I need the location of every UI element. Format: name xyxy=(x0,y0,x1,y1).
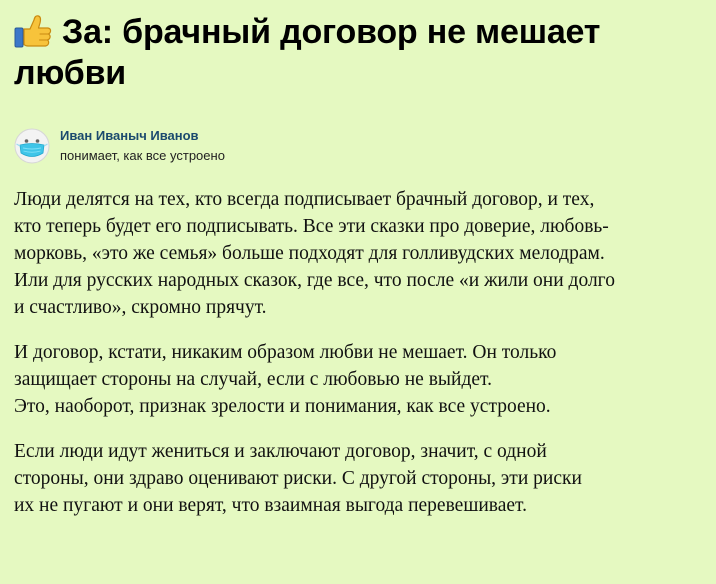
article-body xyxy=(14,186,704,537)
paragraph-line: И договор, кстати, никаким образом любви не мешает. Он только xyxy=(14,342,557,363)
article-title xyxy=(14,12,654,94)
paragraph-line: морковь, «это же семья» больше подходят для голливудских мелодрам. xyxy=(14,243,605,264)
paragraph-line: кто теперь будет его подписывать. Все эти сказки про доверие, любовь- xyxy=(14,216,609,237)
avatar[interactable] xyxy=(14,128,50,164)
author-text xyxy=(60,128,225,165)
author-name-link[interactable]: Иван Иваныч Иванов xyxy=(60,127,199,143)
author-description: понимает, как все устроено xyxy=(60,147,225,163)
author-block xyxy=(14,127,225,165)
paragraph-line: стороны, они здраво оценивают риски. С другой стороны, эти риски xyxy=(14,468,582,489)
paragraph-line: Если люди идут жениться и заключают договор, значит, с одной xyxy=(14,441,547,462)
paragraph-line: и счастливо», скромно прячут. xyxy=(14,297,267,318)
paragraph-line: Люди делятся на тех, кто всегда подписывает брачный договор, и тех, xyxy=(14,189,595,210)
paragraph-3 xyxy=(14,438,704,519)
paragraph-line: их не пугают и они верят, что взаимная выгода перевешивает. xyxy=(14,495,527,516)
paragraph-2 xyxy=(14,339,704,420)
paragraph-1 xyxy=(14,186,704,321)
paragraph-line: Это, наоборот, признак зрелости и понимания, как все устроено. xyxy=(14,396,551,417)
thumbs-up-icon xyxy=(14,14,52,48)
paragraph-line: защищает стороны на случай, если с любовью не выйдет. xyxy=(14,369,492,390)
article-title-text: За: брачный договор не мешает любви xyxy=(14,13,601,92)
paragraph-line: Или для русских народных сказок, где все, что после «и жили они долго xyxy=(14,270,615,291)
